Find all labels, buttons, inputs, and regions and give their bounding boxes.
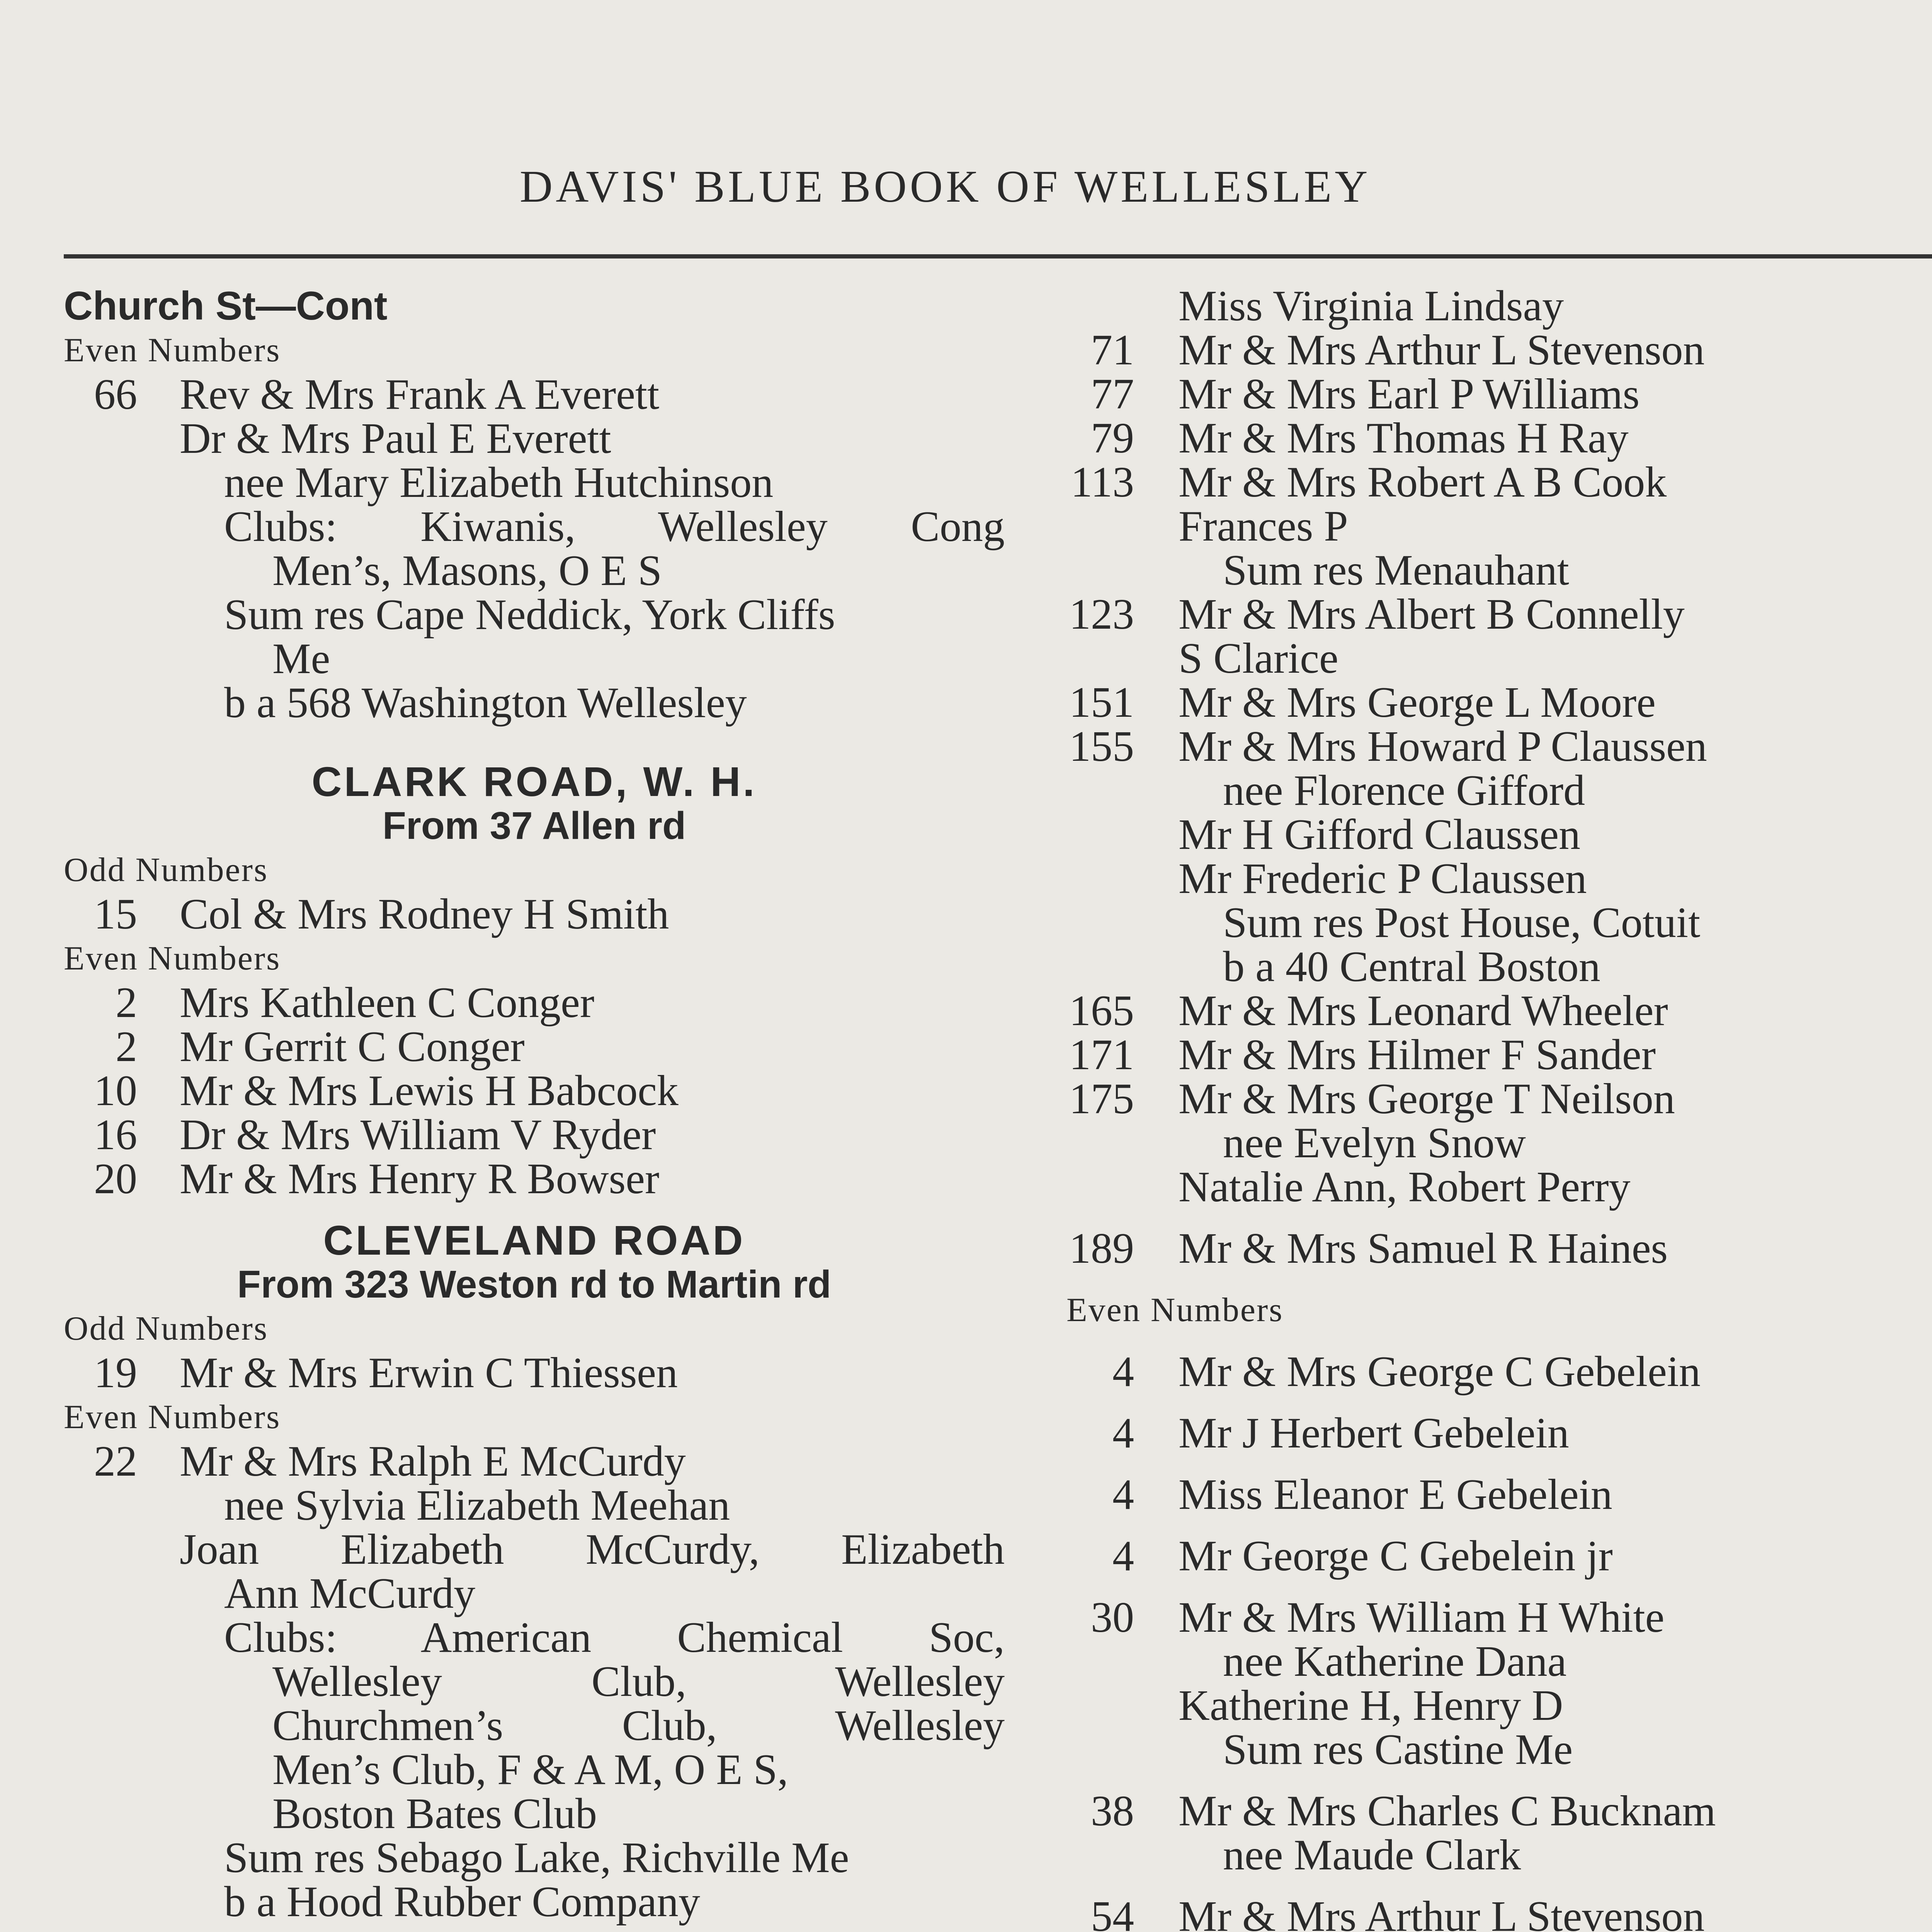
resident-text: Mr & Mrs Arthur L Stevenson — [1179, 1893, 1705, 1932]
parity-text: Even Numbers — [64, 1398, 281, 1436]
resident-text: Mr & Mrs Robert A B Cook — [1179, 458, 1667, 506]
house-number: 151 — [1069, 679, 1134, 726]
resident-text: Mr & Mrs Howard P Claussen — [1179, 723, 1707, 770]
resident-text: Mr Gerrit C Conger — [180, 1023, 525, 1071]
directory-entry — [64, 1351, 1005, 1395]
spacer — [1066, 1209, 1932, 1226]
house-number: 10 — [94, 1067, 137, 1115]
directory-entry — [64, 1660, 1005, 1704]
resident-text: Sum res Castine Me — [1223, 1726, 1573, 1774]
directory-entry — [1066, 284, 1932, 328]
parity-label — [64, 936, 1005, 981]
directory-entry — [1066, 1165, 1932, 1209]
directory-entry — [64, 593, 1005, 637]
directory-entry — [64, 1527, 1005, 1571]
directory-entry — [1066, 724, 1932, 769]
resident-text: Natalie Ann, Robert Perry — [1179, 1163, 1631, 1211]
resident-text: nee Evelyn Snow — [1223, 1119, 1526, 1167]
directory-entry — [1066, 460, 1932, 504]
resident-text: Miss Eleanor E Gebelein — [1179, 1471, 1612, 1519]
house-number: 38 — [1091, 1787, 1134, 1835]
street-heading — [64, 760, 1005, 804]
directory-entry — [1066, 769, 1932, 813]
directory-entry — [1066, 989, 1932, 1033]
resident-text: nee Sylvia Elizabeth Meehan — [224, 1481, 730, 1529]
resident-text: Mr H Gifford Claussen — [1179, 811, 1581, 859]
house-number: 22 — [94, 1437, 137, 1485]
directory-entry — [64, 892, 1005, 936]
directory-entry — [64, 1157, 1005, 1201]
house-number: 77 — [1091, 370, 1134, 418]
resident-text: Me — [272, 635, 330, 683]
continuation-text: Church St—Cont — [64, 284, 388, 328]
house-number: 71 — [1091, 326, 1134, 374]
resident-text: Mr & Mrs Charles C Bucknam — [1179, 1787, 1716, 1835]
resident-text: Mrs Kathleen C Conger — [180, 979, 595, 1027]
spacer — [1066, 1270, 1932, 1288]
directory-entry — [64, 1792, 1005, 1836]
resident-text: nee Katherine Dana — [1223, 1638, 1567, 1685]
resident-text: Churchmen’s Club, Wellesley — [272, 1702, 1005, 1750]
resident-text: b a 568 Washington Wellesley — [224, 679, 747, 727]
directory-entry — [1066, 372, 1932, 416]
street-range-text: From 37 Allen rd — [382, 804, 686, 847]
resident-text: Mr & Mrs Arthur L Stevenson — [1179, 326, 1705, 374]
left-column — [64, 284, 1005, 1932]
directory-entry — [64, 981, 1005, 1025]
resident-text: Mr Frederic P Claussen — [1179, 855, 1587, 903]
resident-text: Men’s, Masons, O E S — [272, 547, 662, 595]
resident-text: b a 40 Central Boston — [1223, 943, 1600, 991]
resident-text: nee Mary Elizabeth Hutchinson — [224, 459, 774, 507]
directory-entry — [1066, 857, 1932, 901]
house-number: 113 — [1071, 458, 1134, 506]
resident-text: Mr & Mrs George C Gebelein — [1179, 1348, 1701, 1396]
directory-entry — [64, 417, 1005, 461]
resident-text: Clubs: American Chemical Soc, — [224, 1614, 1005, 1662]
parity-text: Even Numbers — [64, 332, 281, 369]
directory-entry — [1066, 945, 1932, 989]
right-column — [1066, 284, 1932, 1932]
resident-text: Men’s Club, F & A M, O E S, — [272, 1746, 788, 1794]
spacer — [1066, 1332, 1932, 1350]
house-number: 66 — [94, 371, 137, 418]
parity-text: Even Numbers — [1066, 1291, 1284, 1329]
directory-entry — [64, 461, 1005, 505]
resident-text: nee Maude Clark — [1223, 1831, 1521, 1879]
parity-text: Odd Numbers — [64, 851, 269, 889]
directory-entry — [64, 1571, 1005, 1616]
house-number: 20 — [94, 1155, 137, 1203]
house-number: 165 — [1069, 987, 1134, 1035]
resident-text: Joan Elizabeth McCurdy, Elizabeth — [180, 1526, 1005, 1573]
resident-text: Col & Mrs Rodney H Smith — [180, 890, 669, 938]
resident-text: Dr & Mrs Paul E Everett — [180, 415, 611, 463]
house-number: 30 — [1091, 1594, 1134, 1641]
resident-text: Mr & Mrs Thomas H Ray — [1179, 414, 1629, 462]
resident-text: Mr & Mrs Hilmer F Sander — [1179, 1031, 1656, 1079]
street-range-text: From 323 Weston rd to Martin rd — [237, 1263, 832, 1306]
directory-entry — [1066, 1639, 1932, 1684]
resident-text: Mr & Mrs Henry R Bowser — [180, 1155, 660, 1203]
resident-text: Clubs: Kiwanis, Wellesley Cong — [224, 503, 1005, 551]
directory-entry — [64, 1069, 1005, 1113]
resident-text: Boston Bates Club — [272, 1790, 597, 1838]
parity-label — [64, 848, 1005, 892]
resident-text: Mr & Mrs Earl P Williams — [1179, 370, 1640, 418]
house-number: 189 — [1069, 1225, 1134, 1272]
directory-entry — [64, 1748, 1005, 1792]
house-number: 4 — [1112, 1532, 1134, 1580]
spacer — [64, 1201, 1005, 1218]
parity-label — [1066, 1288, 1932, 1332]
directory-entry — [1066, 328, 1932, 372]
spacer — [1066, 1517, 1932, 1534]
resident-text: Ann McCurdy — [224, 1570, 476, 1617]
directory-entry — [1066, 548, 1932, 592]
directory-entry — [64, 637, 1005, 681]
resident-text: Mr & Mrs George L Moore — [1179, 679, 1656, 726]
spacer — [1066, 1578, 1932, 1595]
parity-label — [64, 1395, 1005, 1439]
street-heading — [64, 1218, 1005, 1262]
directory-entry — [1066, 680, 1932, 724]
directory-entry — [1066, 1684, 1932, 1728]
directory-entry — [1066, 1789, 1932, 1833]
resident-text: Mr & Mrs Samuel R Haines — [1179, 1225, 1668, 1272]
parity-text: Odd Numbers — [64, 1310, 269, 1347]
spacer — [1066, 1455, 1932, 1473]
resident-text: Mr & Mrs Lewis H Babcock — [180, 1067, 679, 1115]
house-number: 175 — [1069, 1075, 1134, 1123]
street-name: CLARK ROAD, W. H. — [311, 758, 757, 805]
directory-entry — [1066, 1833, 1932, 1877]
parity-label — [64, 328, 1005, 372]
house-number: 2 — [116, 979, 137, 1027]
resident-text: Mr & Mrs Leonard Wheeler — [1179, 987, 1668, 1035]
resident-text: S Clarice — [1179, 634, 1338, 682]
running-title: DAVIS' BLUE BOOK OF WELLESLEY — [520, 161, 1371, 212]
directory-entry — [1066, 1033, 1932, 1077]
directory-entry — [1066, 813, 1932, 857]
resident-text: Mr George C Gebelein jr — [1179, 1532, 1613, 1580]
resident-text: Rev & Mrs Frank A Everett — [180, 371, 660, 418]
directory-entry — [64, 1880, 1005, 1924]
resident-text: Dr & Mrs William V Ryder — [180, 1111, 656, 1159]
directory-entry — [1066, 504, 1932, 548]
house-number: 16 — [94, 1111, 137, 1159]
street-name: CLEVELAND ROAD — [323, 1217, 745, 1264]
directory-entry — [1066, 416, 1932, 460]
house-number: 123 — [1069, 590, 1134, 638]
resident-text: Mr & Mrs Albert B Connelly — [1179, 590, 1685, 638]
house-number: 4 — [1112, 1348, 1134, 1396]
directory-entry — [1066, 1595, 1932, 1639]
directory-entry — [1066, 1411, 1932, 1455]
directory-entry — [64, 1704, 1005, 1748]
house-number: 2 — [116, 1023, 137, 1071]
directory-entry — [64, 681, 1005, 725]
resident-text: Mr & Mrs Erwin C Thiessen — [180, 1349, 678, 1397]
spacer — [1066, 1394, 1932, 1411]
house-number: 15 — [94, 890, 137, 938]
street-range — [64, 804, 1005, 848]
directory-entry — [1066, 592, 1932, 636]
directory-entry — [1066, 1534, 1932, 1578]
directory-entry — [64, 1439, 1005, 1483]
directory-entry — [1066, 1473, 1932, 1517]
house-number: 155 — [1069, 723, 1134, 770]
resident-text: Mr & Mrs Ralph E McCurdy — [180, 1437, 686, 1485]
house-number: 4 — [1112, 1409, 1134, 1457]
directory-entry — [1066, 636, 1932, 680]
directory-entry — [1066, 1121, 1932, 1165]
directory-entry — [1066, 1350, 1932, 1394]
resident-text: Sum res Cape Neddick, York Cliffs — [224, 591, 835, 639]
house-number: 54 — [1091, 1893, 1134, 1932]
resident-text: Wellesley Club, Wellesley — [272, 1658, 1005, 1706]
house-number: 171 — [1069, 1031, 1134, 1079]
directory-entry — [1066, 1895, 1932, 1932]
directory-entry — [64, 1836, 1005, 1880]
house-number: 4 — [1112, 1471, 1134, 1519]
spacer — [1066, 1772, 1932, 1789]
resident-text: Mr & Mrs William H White — [1179, 1594, 1665, 1641]
parity-text: Even Numbers — [64, 940, 281, 977]
directory-entry — [64, 549, 1005, 593]
directory-entry — [64, 1113, 1005, 1157]
resident-text: Katherine H, Henry D — [1179, 1682, 1563, 1730]
resident-text: Sum res Menauhant — [1223, 546, 1569, 594]
directory-entry — [64, 1616, 1005, 1660]
resident-text: Mr J Herbert Gebelein — [1179, 1409, 1569, 1457]
directory-entry — [1066, 901, 1932, 945]
directory-entry — [1066, 1077, 1932, 1121]
spacer — [64, 1924, 1005, 1932]
directory-entry — [64, 1025, 1005, 1069]
street-range — [64, 1262, 1005, 1306]
house-number: 79 — [1091, 414, 1134, 462]
resident-text: Mr & Mrs George T Neilson — [1179, 1075, 1675, 1123]
header-rule — [64, 254, 1932, 259]
resident-text: Sum res Post House, Cotuit — [1223, 899, 1701, 947]
house-number: 19 — [94, 1349, 137, 1397]
resident-text: Sum res Sebago Lake, Richville Me — [224, 1834, 849, 1882]
directory-entry — [1066, 1728, 1932, 1772]
spacer — [1066, 1877, 1932, 1895]
resident-text: nee Florence Gifford — [1223, 767, 1585, 815]
parity-label — [64, 1306, 1005, 1351]
continuation-label — [64, 284, 1005, 328]
resident-text: Frances P — [1179, 502, 1348, 550]
directory-entry — [64, 505, 1005, 549]
spacer — [64, 725, 1005, 760]
directory-entry — [1066, 1226, 1932, 1270]
directory-entry — [64, 372, 1005, 417]
directory-entry — [64, 1483, 1005, 1527]
resident-text: Miss Virginia Lindsay — [1179, 282, 1564, 330]
resident-text: b a Hood Rubber Company — [224, 1878, 700, 1926]
